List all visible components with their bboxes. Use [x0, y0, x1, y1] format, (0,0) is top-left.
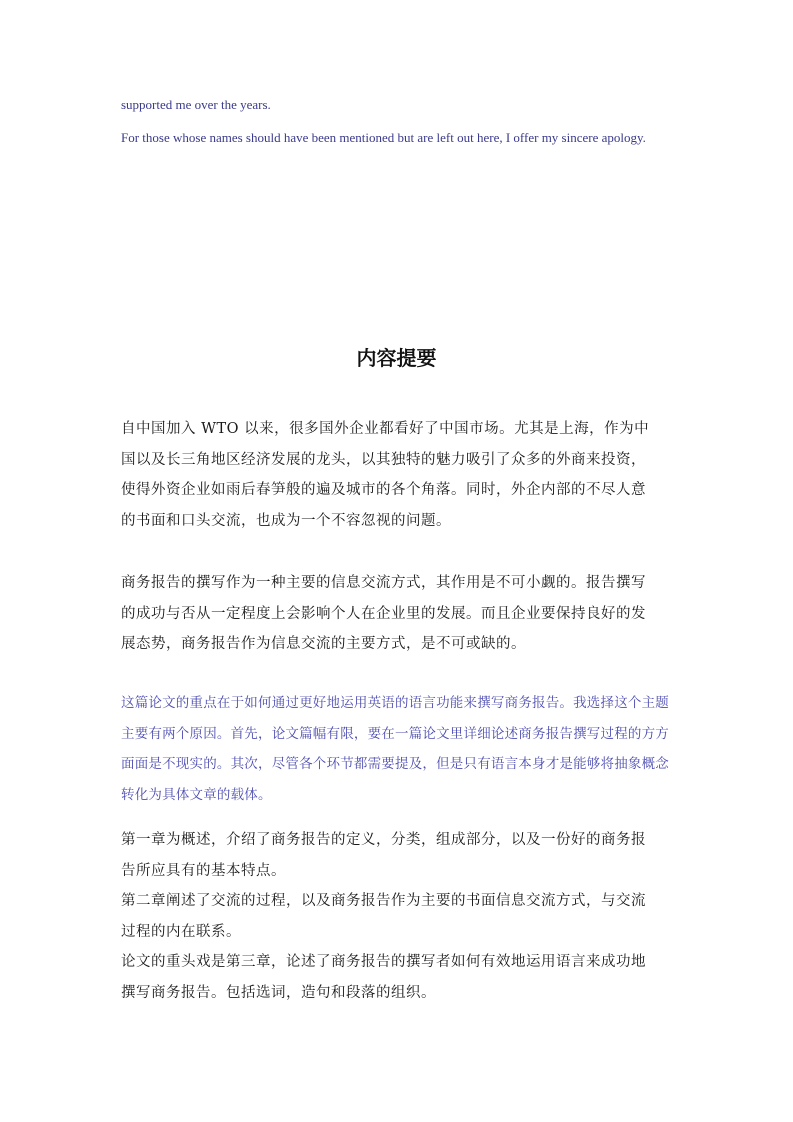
abstract-paragraph-1 — [121, 414, 673, 536]
text-line: 自中国加入 WTO 以来，很多国外企业都看好了中国市场。尤其是上海，作为中 — [121, 421, 650, 437]
text-line: 告所应具有的基本特点。 — [121, 862, 286, 879]
text-line: 过程的内在联系。 — [121, 923, 241, 940]
text-line: 展态势，商务报告作为信息交流的主要方式，是不可或缺的。 — [121, 636, 526, 652]
abstract-paragraph-3 — [121, 688, 673, 810]
abstract-paragraph-2 — [121, 568, 673, 660]
text-line: 第二章阐述了交流的过程，以及商务报告作为主要的书面信息交流方式，与交流 — [121, 893, 646, 909]
text-line: 主要有两个原因。首先，论文篇幅有限，要在一篇论文里详细论述商务报告撰写过程的方方 — [121, 725, 669, 742]
text-line: 国以及长三角地区经济发展的龙头，以其独特的魅力吸引了众多的外商来投资， — [121, 451, 646, 468]
text-line: 商务报告的撰写作为一种主要的信息交流方式，其作用是不可小觑的。报告撰写 — [121, 575, 646, 591]
text-line: 的成功与否从一定程度上会影响个人在企业里的发展。而且企业要保持良好的发 — [121, 605, 646, 622]
text-line: 转化为具体文章的载体。 — [121, 786, 272, 803]
text-line: 撰写商务报告。包括选词，造句和段落的组织。 — [121, 984, 436, 1001]
text-line: 论文的重头戏是第三章，论述了商务报告的撰写者如何有效地运用语言来成功地 — [121, 954, 646, 970]
text-line: 的书面和口头交流，也成为一个不容忽视的问题。 — [121, 512, 451, 529]
text-line: 这篇论文的重点在于如何通过更好地运用英语的语言功能来撰写商务报告。我选择这个主题 — [121, 695, 669, 711]
abstract-title: 内容提要 — [356, 346, 437, 370]
text-line: 面面是不现实的。其次，尽管各个环节都需要提及，但是只有语言本身才是能够将抽象概念 — [121, 756, 669, 772]
english-paragraph-1: supported me over the years. — [121, 97, 271, 112]
english-paragraph-2: For those whose names should have been mentioned but are left out here, I offer my sincere apology. — [121, 130, 646, 145]
abstract-paragraph-4 — [121, 825, 673, 1008]
text-line: 第一章为概述，介绍了商务报告的定义，分类，组成部分，以及一份好的商务报 — [121, 832, 646, 848]
text-line: 使得外资企业如雨后春笋般的遍及城市的各个角落。同时，外企内部的不尽人意 — [121, 482, 646, 498]
